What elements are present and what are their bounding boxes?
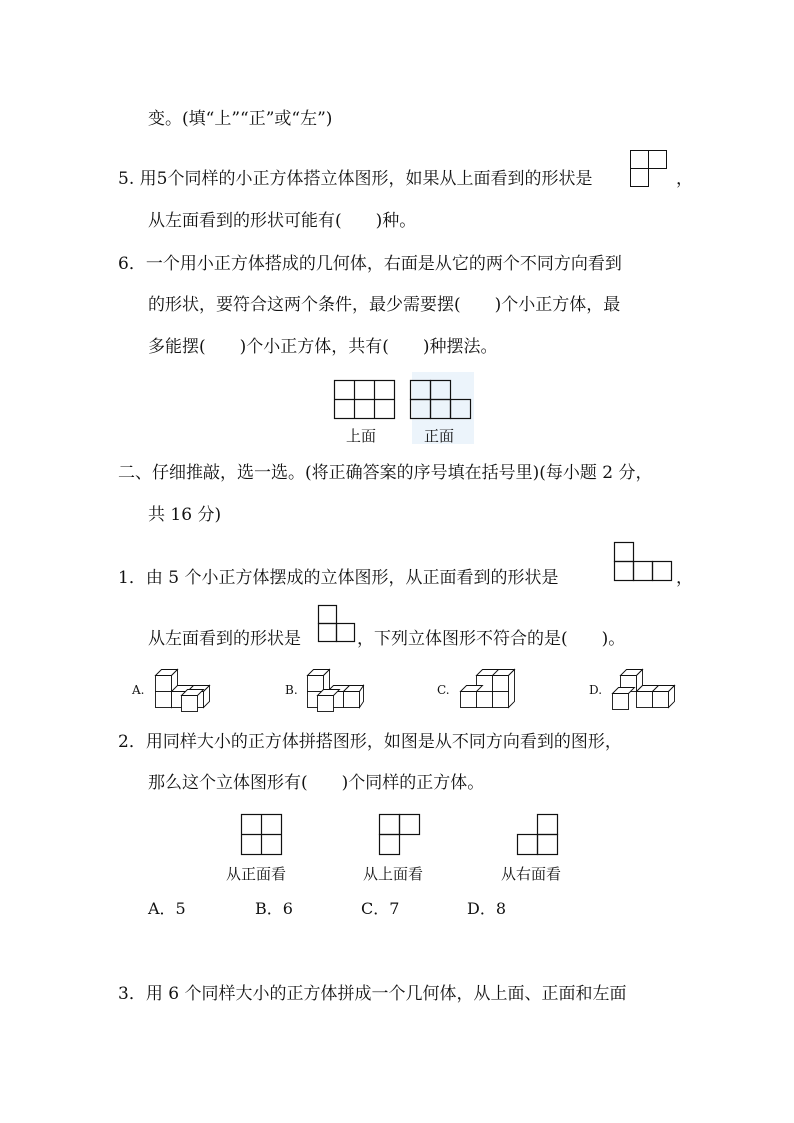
- s2-q2-line-1: 2．用同样大小的正方体拼搭图形，如图是从不同方向看到的图形，: [118, 732, 622, 752]
- q5-comma: ，: [676, 169, 693, 189]
- s2-q1-comma: ，: [676, 568, 693, 588]
- q6-caption-front: 正面: [424, 427, 455, 445]
- q6-line-1: 6．一个用小正方体搭成的几何体，右面是从它的两个不同方向看到: [118, 254, 622, 274]
- section-2-heading-cont: 共 16 分): [148, 505, 222, 525]
- s2-q1-option-b-figure[interactable]: [305, 665, 365, 713]
- s2-q1-line-2b: ，下列立体图形不符合的是( )。: [357, 629, 626, 649]
- s2-q2-answer-a[interactable]: A．5: [148, 899, 186, 918]
- s2-q1-option-d-label: D.: [589, 683, 603, 697]
- s2-q3-line-1: 3．用 6 个同样大小的正方体拼成一个几何体，从上面、正面和左面: [118, 984, 627, 1004]
- s2-q2-front-view-figure: [241, 814, 283, 856]
- s2-q1-left-view-shape: [318, 605, 358, 645]
- q6-line-2: 的形状，要符合这两个条件，最少需要摆( )个小正方体，最: [148, 295, 621, 315]
- s2-q2-caption-front: 从正面看: [226, 865, 287, 883]
- s2-q1-option-c-figure[interactable]: [458, 665, 520, 713]
- s2-q2-answer-b[interactable]: B．6: [255, 899, 293, 918]
- s2-q1-option-d-figure[interactable]: [610, 665, 676, 713]
- s2-q1-front-view-shape: [614, 542, 674, 582]
- s2-q2-answer-c[interactable]: C．7: [361, 899, 400, 918]
- s2-q2-answer-d[interactable]: D．8: [467, 899, 507, 918]
- q5-top-view-shape: [630, 150, 670, 188]
- q5-line-1: 5. 用5个同样的小正方体搭立体图形，如果从上面看到的形状是: [118, 169, 593, 189]
- q6-top-view-figure: [334, 380, 398, 422]
- s2-q2-right-view-figure: [517, 814, 559, 856]
- s2-q2-caption-top: 从上面看: [363, 865, 424, 883]
- s2-q2-line-2: 那么这个立体图形有( )个同样的正方体。: [148, 773, 485, 793]
- q4-continuation-line: 变。(填“上”“正”或“左”): [148, 109, 333, 129]
- q6-front-view-figure: [410, 380, 474, 422]
- s2-q2-top-view-figure: [379, 814, 421, 856]
- s2-q1-line-1: 1．由 5 个小正方体摆成的立体图形，从正面看到的形状是: [118, 568, 559, 588]
- s2-q1-option-c-label: C.: [437, 683, 450, 697]
- s2-q1-option-b-label: B.: [285, 683, 298, 697]
- s2-q1-line-2a: 从左面看到的形状是: [148, 629, 301, 649]
- q6-caption-top: 上面: [346, 427, 377, 445]
- q6-line-3: 多能摆( )个小正方体，共有( )种摆法。: [148, 337, 498, 357]
- s2-q1-option-a-figure[interactable]: [155, 665, 215, 713]
- s2-q2-caption-right: 从右面看: [501, 865, 562, 883]
- section-2-heading: 二、仔细推敲，选一选。(将正确答案的序号填在括号里)(每小题 2 分，: [118, 463, 653, 483]
- q5-line-2: 从左面看到的形状可能有( )种。: [148, 211, 417, 231]
- s2-q1-option-a-label: A.: [132, 683, 145, 697]
